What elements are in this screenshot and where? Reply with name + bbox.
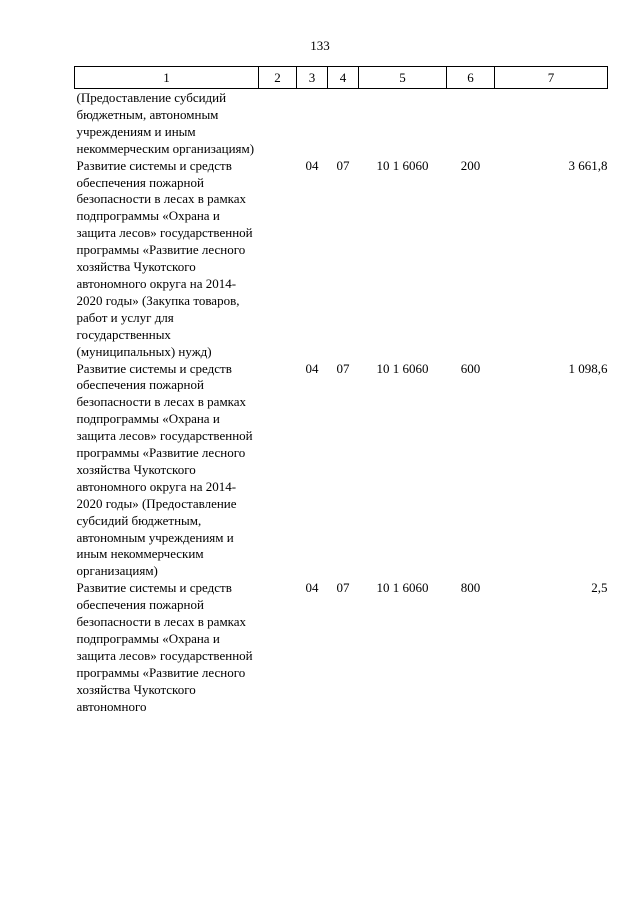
row-expense-type: 800: [460, 580, 481, 596]
column-header-3: 3: [297, 67, 328, 89]
row-amount: 1 098,6: [568, 360, 608, 376]
row-ved: [259, 89, 297, 158]
row-description: Развитие системы и средств обеспечения пожарной безопасности в лесах в рамках подпрограммы «Охрана и защита лесов» государственной программы «Развитие лесного хозяйства Чукотского автономного округа на 2014-2020 годы» (Закупка товаров, работ и услуг для государственных (муниципальных) нужд): [76, 157, 253, 359]
row-target-article: 10 1 6060: [376, 360, 429, 376]
row-subsection: 07: [336, 360, 350, 376]
budget-table: [74, 66, 608, 716]
table-row: [75, 89, 608, 158]
row-target-article: 10 1 6060: [376, 580, 429, 596]
row-amount: 3 661,8: [568, 157, 608, 173]
row-expense-type: 600: [460, 360, 481, 376]
row-section: [297, 89, 328, 158]
row-section: 04: [305, 157, 319, 173]
column-header-2: 2: [259, 67, 297, 89]
row-expense-type: [447, 89, 495, 158]
column-header-7: 7: [495, 67, 608, 89]
table-header-row: [75, 67, 608, 89]
row-subsection: 07: [336, 580, 350, 596]
row-amount: 2,5: [591, 580, 608, 596]
table-row: [75, 158, 608, 361]
table-row: [75, 580, 608, 715]
page-number: 133: [310, 38, 330, 53]
row-section: 04: [305, 360, 319, 376]
row-subsection: 07: [336, 157, 350, 173]
row-expense-type: 200: [460, 157, 481, 173]
column-header-5: 5: [359, 67, 447, 89]
column-header-4: 4: [328, 67, 359, 89]
row-target-article: 10 1 6060: [376, 157, 429, 173]
row-description: Развитие системы и средств обеспечения пожарной безопасности в лесах в рамках подпрограммы «Охрана и защита лесов» государственной программы «Развитие лесного хозяйства Чукотского автономного: [76, 580, 253, 714]
table-row: [75, 361, 608, 581]
row-target-article: [359, 89, 447, 158]
row-amount: [495, 89, 608, 158]
column-header-1: 1: [75, 67, 259, 89]
row-description: (Предоставление субсидий бюджетным, автономным учреждениям и иным некоммерческим организациям): [76, 90, 255, 156]
row-subsection: [328, 89, 359, 158]
column-header-6: 6: [447, 67, 495, 89]
row-description: Развитие системы и средств обеспечения пожарной безопасности в лесах в рамках подпрограммы «Охрана и защита лесов» государственной программы «Развитие лесного хозяйства Чукотского автономного округа на 2014-2020 годы» (Предоставление субсидий бюджетным, автономным учреждениям и иным некоммерческим организациям): [76, 360, 253, 579]
row-ved: [259, 580, 297, 715]
row-ved: [259, 361, 297, 581]
row-section: 04: [305, 580, 319, 596]
row-ved: [259, 158, 297, 361]
